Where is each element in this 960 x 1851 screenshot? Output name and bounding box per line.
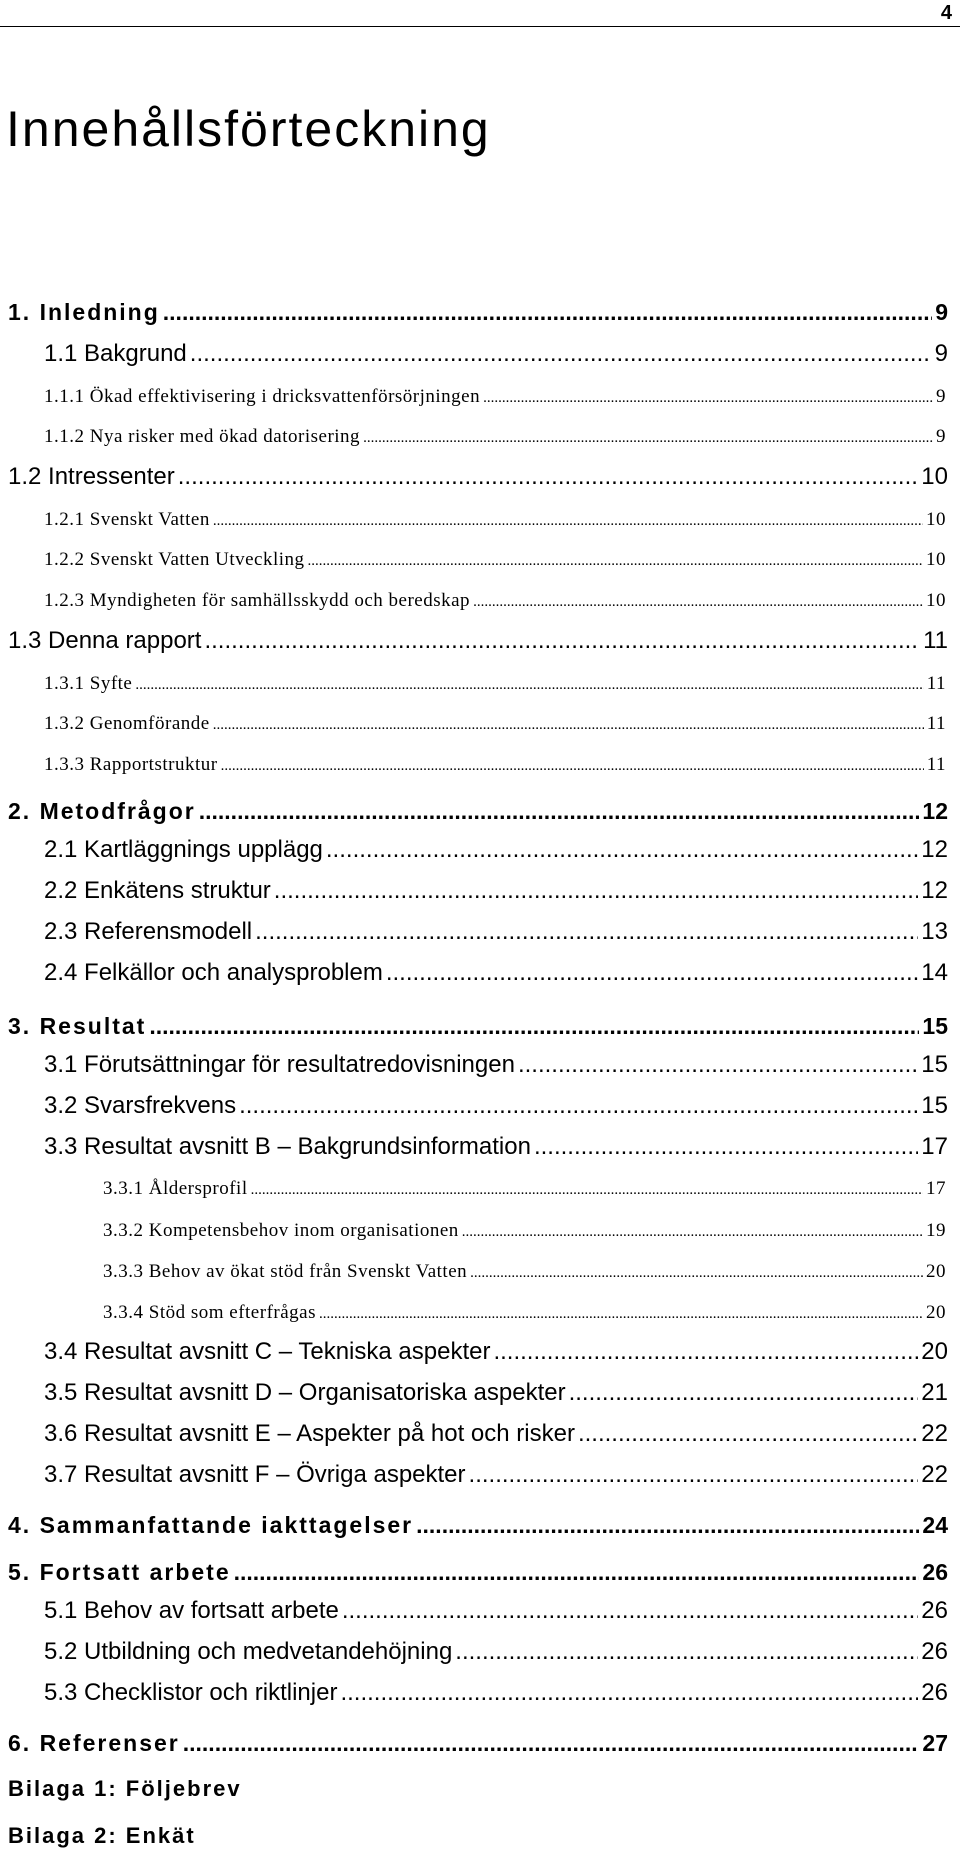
toc-entry-page: 13 — [921, 918, 948, 945]
toc-entry-label: 3.5 Resultat avsnitt D – Organisatoriska aspekter — [44, 1379, 566, 1406]
toc-entry-page: 9 — [934, 340, 948, 367]
toc-entry-page: 12 — [922, 798, 948, 824]
toc-entry-page: 10 — [926, 590, 946, 611]
toc-title: Innehållsförteckning — [6, 101, 491, 157]
toc-entry-label: 1.2.3 Myndigheten för samhällsskydd och beredskap — [44, 590, 471, 611]
toc-entry-page: 15 — [921, 1092, 948, 1119]
toc-entry-label: 3.6 Resultat avsnitt E – Aspekter på hot och risker — [44, 1420, 575, 1447]
toc-entry-label: 1.3.1 Syfte — [44, 673, 133, 694]
toc-entry-label: 3. Resultat — [8, 1013, 147, 1039]
toc-entry-section-2-4[interactable] — [44, 959, 948, 987]
toc-entry-label: 2. Metodfrågor — [8, 798, 196, 824]
toc-entry-chapter-3[interactable] — [8, 1013, 948, 1040]
toc-entry-label: 3.7 Resultat avsnitt F – Övriga aspekter — [44, 1461, 466, 1488]
toc-entry-section-2-2[interactable] — [44, 877, 948, 905]
toc-entry-label: 3.3 Resultat avsnitt B – Bakgrundsinformation — [44, 1133, 531, 1160]
toc-entry-label: Bilaga 1: Följebrev — [8, 1776, 242, 1801]
toc-entry-page: 11 — [926, 713, 946, 734]
toc-entry-page: 26 — [921, 1679, 948, 1706]
dot-leader — [239, 1092, 918, 1120]
toc-entry-page: 11 — [926, 673, 946, 694]
toc-entry-page: 21 — [921, 1379, 948, 1406]
dot-leader — [473, 594, 923, 611]
dot-leader — [183, 1730, 920, 1757]
toc-entry-label: 3.4 Resultat avsnitt C – Tekniska aspekter — [44, 1338, 491, 1365]
toc-entry-section-3-3[interactable] — [44, 1133, 948, 1161]
toc-entry-page: 20 — [921, 1338, 948, 1365]
toc-entry-label: 3.3.1 Åldersprofil — [103, 1178, 248, 1199]
toc-entry-page: 14 — [921, 959, 948, 986]
toc-entry-appendix-2[interactable] — [8, 1823, 196, 1849]
toc-entry-label: 2.2 Enkätens struktur — [44, 877, 271, 904]
toc-entry-section-1-3[interactable] — [8, 627, 948, 655]
toc-entry-label: 2.4 Felkällor och analysproblem — [44, 959, 383, 986]
dot-leader — [319, 1306, 923, 1323]
dot-leader — [178, 463, 919, 491]
dot-leader — [386, 959, 918, 987]
toc-entry-section-3-1[interactable] — [44, 1051, 948, 1079]
dot-leader — [135, 677, 923, 694]
toc-entry-page: 17 — [921, 1133, 948, 1160]
toc-entry-page: 12 — [921, 836, 948, 863]
toc-entry-section-5-2[interactable] — [44, 1638, 948, 1666]
toc-entry-page: 15 — [921, 1051, 948, 1078]
toc-entry-page: 12 — [921, 877, 948, 904]
page-number: 4 — [940, 2, 952, 24]
dot-leader — [255, 918, 918, 946]
toc-entry-label: 1.2 Intressenter — [8, 463, 175, 490]
toc-entry-subsection-1-3-3[interactable] — [44, 754, 946, 776]
toc-entry-label: 1.3.3 Rapportstruktur — [44, 754, 218, 775]
toc-entry-page: 10 — [926, 509, 946, 530]
toc-entry-page: 9 — [936, 386, 946, 407]
toc-entry-appendix-1[interactable] — [8, 1776, 242, 1802]
toc-entry-section-5-3[interactable] — [44, 1679, 948, 1707]
dot-leader — [469, 1461, 919, 1489]
dot-leader — [416, 1512, 919, 1539]
toc-entry-section-3-2[interactable] — [44, 1092, 948, 1120]
toc-entry-subsection-3-3-3[interactable] — [103, 1261, 946, 1283]
dot-leader — [493, 1338, 918, 1366]
toc-entry-label: 3.1 Förutsättningar för resultatredovisningen — [44, 1051, 515, 1078]
dot-leader — [163, 299, 932, 326]
toc-entry-label: 6. Referenser — [8, 1730, 180, 1756]
dot-leader — [569, 1379, 919, 1407]
toc-entry-label: 1.1.1 Ökad effektivisering i dricksvattenförsörjningen — [44, 386, 481, 407]
toc-entry-section-2-1[interactable] — [44, 836, 948, 864]
toc-entry-page: 22 — [921, 1420, 948, 1447]
toc-entry-label: 5.2 Utbildning och medvetandehöjning — [44, 1638, 453, 1665]
dot-leader — [483, 390, 933, 407]
toc-entry-subsection-1-2-1[interactable] — [44, 509, 946, 531]
toc-entry-page: 22 — [921, 1461, 948, 1488]
toc-entry-chapter-5[interactable] — [8, 1559, 948, 1586]
toc-entry-page: 10 — [921, 463, 948, 490]
toc-entry-subsection-1-1-1[interactable] — [44, 386, 946, 408]
dot-leader — [308, 553, 923, 570]
toc-entry-page: 27 — [922, 1730, 948, 1756]
toc-entry-label: 1.3 Denna rapport — [8, 627, 202, 654]
toc-entry-page: 26 — [921, 1597, 948, 1624]
toc-entry-page: 26 — [922, 1559, 948, 1585]
toc-entry-section-3-7[interactable] — [44, 1461, 948, 1489]
toc-entry-subsection-1-1-2[interactable] — [44, 426, 946, 448]
toc-entry-page: 20 — [926, 1302, 946, 1323]
dot-leader — [326, 836, 918, 864]
toc-entry-label: 1.2.1 Svenskt Vatten — [44, 509, 210, 530]
toc-entry-page: 10 — [926, 549, 946, 570]
toc-entry-chapter-1[interactable] — [8, 299, 948, 326]
toc-entry-section-3-6[interactable] — [44, 1420, 948, 1448]
toc-entry-subsection-3-3-2[interactable] — [103, 1220, 946, 1242]
toc-entry-section-3-5[interactable] — [44, 1379, 948, 1407]
toc-entry-label: 1.3.2 Genomförande — [44, 713, 210, 734]
toc-entry-label: 5.3 Checklistor och riktlinjer — [44, 1679, 338, 1706]
toc-entry-label: 2.3 Referensmodell — [44, 918, 253, 945]
dot-leader — [251, 1182, 923, 1199]
toc-entry-page: 19 — [926, 1220, 946, 1241]
toc-entry-section-1-2[interactable] — [8, 463, 948, 491]
dot-leader — [213, 717, 924, 734]
toc-entry-label: 5. Fortsatt arbete — [8, 1559, 231, 1585]
toc-entry-page: 26 — [921, 1638, 948, 1665]
toc-entry-label: 1.2.2 Svenskt Vatten Utveckling — [44, 549, 305, 570]
toc-entry-chapter-2[interactable] — [8, 798, 948, 825]
toc-entry-label: 1.1 Bakgrund — [44, 340, 187, 367]
toc-entry-label: 1. Inledning — [8, 299, 160, 325]
toc-entry-page: 17 — [926, 1178, 946, 1199]
dot-leader — [274, 877, 919, 905]
dot-leader — [363, 430, 933, 447]
dot-leader — [470, 1265, 923, 1282]
dot-leader — [213, 513, 923, 530]
dot-leader — [578, 1420, 918, 1448]
toc-entry-chapter-4[interactable] — [8, 1512, 948, 1539]
toc-entry-section-5-1[interactable] — [44, 1597, 948, 1625]
toc-entry-label: 3.2 Svarsfrekvens — [44, 1092, 237, 1119]
toc-entry-label: 4. Sammanfattande iakttagelser — [8, 1512, 414, 1538]
toc-entry-page: 9 — [936, 426, 946, 447]
toc-entry-label: Bilaga 2: Enkät — [8, 1823, 196, 1848]
dot-leader — [149, 1013, 919, 1040]
dot-leader — [534, 1133, 918, 1161]
toc-entry-section-1-1[interactable] — [44, 340, 948, 368]
toc-entry-page: 11 — [923, 627, 948, 654]
dot-leader — [462, 1224, 923, 1241]
toc-entry-label: 3.3.2 Kompetensbehov inom organisationen — [103, 1220, 459, 1241]
dot-leader — [221, 758, 924, 775]
toc-entry-page: 24 — [922, 1512, 948, 1538]
toc-entry-subsection-3-3-4[interactable] — [103, 1302, 946, 1324]
dot-leader — [234, 1559, 920, 1586]
toc-entry-subsection-1-2-3[interactable] — [44, 590, 946, 612]
toc-entry-page: 20 — [926, 1261, 946, 1282]
dot-leader — [199, 798, 920, 825]
toc-entry-label: 2.1 Kartläggnings upplägg — [44, 836, 323, 863]
dot-leader — [340, 1679, 918, 1707]
toc-entry-page: 15 — [922, 1013, 948, 1039]
toc-entry-subsection-1-3-1[interactable] — [44, 673, 946, 695]
toc-entry-label: 3.3.3 Behov av ökat stöd från Svenskt Vatten — [103, 1261, 468, 1282]
toc-entry-section-2-3[interactable] — [44, 918, 948, 946]
toc-entry-label: 5.1 Behov av fortsatt arbete — [44, 1597, 339, 1624]
toc-entry-subsection-1-2-2[interactable] — [44, 549, 946, 571]
toc-entry-subsection-1-3-2[interactable] — [44, 713, 946, 735]
toc-entry-chapter-6[interactable] — [8, 1730, 948, 1757]
toc-entry-section-3-4[interactable] — [44, 1338, 948, 1366]
dot-leader — [518, 1051, 918, 1079]
dot-leader — [455, 1638, 918, 1666]
toc-entry-subsection-3-3-1[interactable] — [103, 1178, 946, 1200]
toc-entry-page: 9 — [935, 299, 948, 325]
toc-entry-page: 11 — [926, 754, 946, 775]
dot-leader — [204, 627, 920, 655]
toc-entry-label: 1.1.2 Nya risker med ökad datorisering — [44, 426, 361, 447]
dot-leader — [190, 340, 932, 368]
toc-entry-label: 3.3.4 Stöd som efterfrågas — [103, 1302, 316, 1323]
dot-leader — [342, 1597, 918, 1625]
